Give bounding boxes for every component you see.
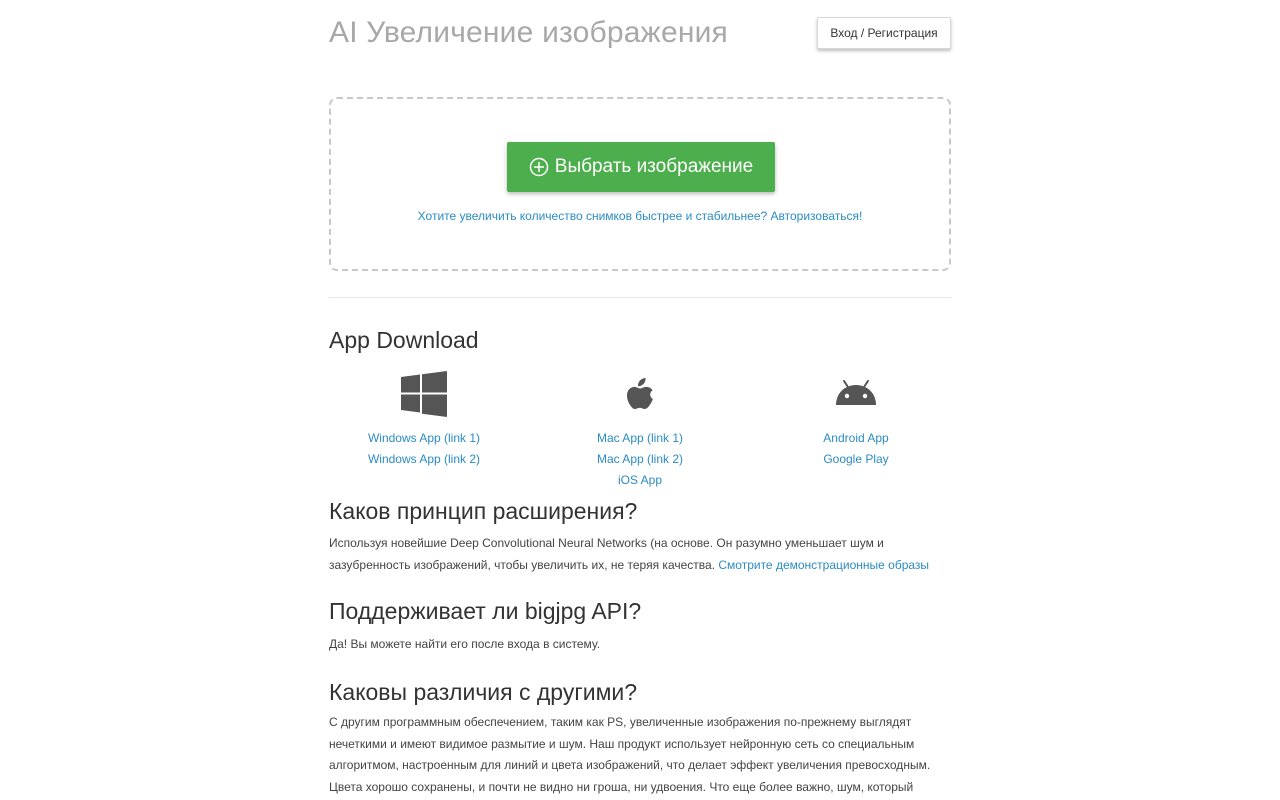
mac-app-link-2[interactable]: Mac App (link 2) [596, 452, 684, 466]
choose-image-button[interactable] [507, 142, 775, 192]
faq-answer-differences: С другим программным обеспечением, таким как PS, увеличенные изображения по-прежнему выглядят нечеткими и имеют видимое размытие и шум. Наш продукт использует нейронную сеть со специальным алгоритмом, настроенным для линий и цвета изображений, что делает эффект увеличения превосходным. Цвета хорошо сохранены, и почти не видно ни гроша, ни удвоения. Что еще более важно, шум, который [329, 715, 931, 794]
app-download-heading: App Download [329, 327, 479, 353]
header [329, 0, 951, 80]
choose-image-label: Выбрать изображение [554, 156, 754, 177]
faq-heading-api: Поддерживает ли bigjpg API? [329, 598, 642, 624]
apple-icon [625, 370, 655, 418]
mac-app-link-1[interactable]: Mac App (link 1) [596, 431, 684, 445]
faq-heading-principle: Каков принцип расширения? [329, 498, 638, 524]
ios-app-link[interactable]: iOS App [617, 473, 663, 487]
android-icon [835, 370, 877, 418]
upload-dropzone[interactable] [329, 97, 951, 271]
faq-answer-principle-text: Используя новейшие Deep Convolutional Neural Networks (на основе. Он разумно уменьшает шум и зазубренность изображений, чтобы увеличить их, не теряя качества. [329, 536, 884, 572]
login-hint-link[interactable]: Хотите увеличить количество снимков быстрее и стабильнее? Авторизоваться! [417, 209, 863, 223]
faq-answer-principle [329, 533, 951, 576]
windows-icon [401, 370, 447, 418]
google-play-link[interactable]: Google Play [823, 452, 889, 466]
page-container [329, 0, 951, 794]
divider [329, 297, 951, 298]
plus-circle-icon [529, 157, 549, 177]
login-register-button[interactable]: Вход / Регистрация [817, 17, 951, 49]
page-title: AI Увеличение изображения [329, 16, 728, 49]
mac-app-column [540, 370, 740, 491]
demo-images-link[interactable]: Смотрите демонстрационные образы [718, 557, 930, 572]
faq-heading-differences: Каковы различия с другими? [329, 679, 638, 705]
windows-app-link-1[interactable]: Windows App (link 1) [367, 431, 481, 445]
faq-answer-api: Да! Вы можете найти его после входа в систему. [329, 637, 601, 651]
android-app-column [756, 370, 956, 470]
android-app-link[interactable]: Android App [823, 431, 889, 445]
windows-app-link-2[interactable]: Windows App (link 2) [367, 452, 481, 466]
windows-app-column [324, 370, 524, 470]
